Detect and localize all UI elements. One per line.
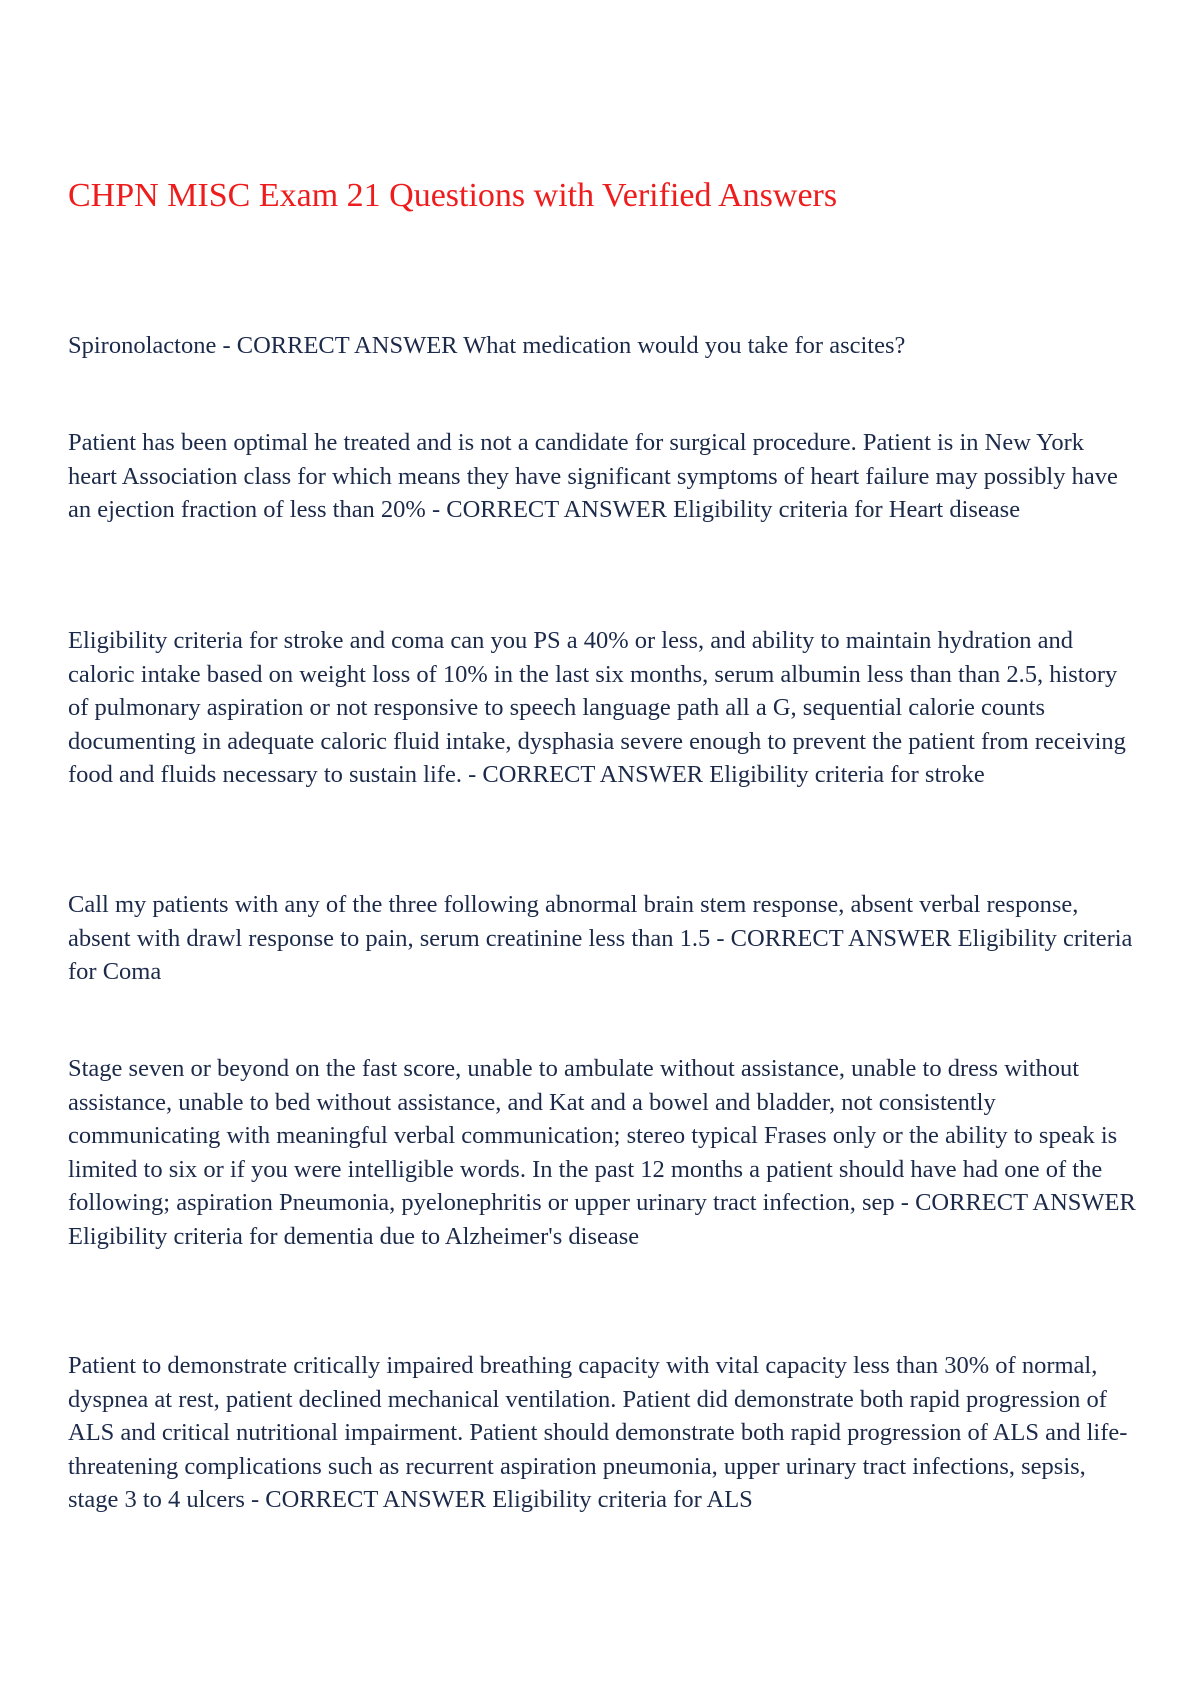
qa-entry-1: Spironolactone - CORRECT ANSWER What medication would you take for ascites? bbox=[68, 332, 906, 359]
document-title: CHPN MISC Exam 21 Questions with Verified Answers bbox=[68, 177, 838, 214]
qa-entry-6: Patient to demonstrate critically impaired breathing capacity with vital capacity less than 30% of normal, dyspnea at rest, patient declined mechanical ventilation. Patient did demonstrate both rapid progression of ALS and critical nutritional impairment. Patient should demonstrate both rapid progression of ALS and life-threatening complications such as recurrent aspiration pneumonia, upper urinary tract infections, sepsis, stage 3 to 4 ulcers - CORRECT ANSWER Eligibility criteria for ALS bbox=[68, 1352, 1128, 1513]
qa-entry-4: Call my patients with any of the three following abnormal brain stem response, absent verbal response, absent with drawl response to pain, serum creatinine less than 1.5 - CORRECT ANSWER Eligibility criteria for Coma bbox=[68, 891, 1133, 985]
qa-entry-5: Stage seven or beyond on the fast score, unable to ambulate without assistance, unable to dress without assistance, unable to bed without assistance, and Kat and a bowel and bladder, not consistently communicating with meaningful verbal communication; stereo typical Frases only or the ability to speak is limited to six or if you were intelligible words. In the past 12 months a patient should have had one of the following; aspiration Pneumonia, pyelonephritis or upper urinary tract infection, sep - CORRECT ANSWER Eligibility criteria for dementia due to Alzheimer's disease bbox=[68, 1055, 1136, 1250]
qa-entry-2: Patient has been optimal he treated and is not a candidate for surgical procedure. Patient is in New York heart Association class for which means they have significant symptoms of heart failure may possibly have an ejection fraction of less than 20% - CORRECT ANSWER Eligibility criteria for Heart disease bbox=[68, 429, 1118, 523]
qa-entry-3: Eligibility criteria for stroke and coma can you PS a 40% or less, and ability to maintain hydration and caloric intake based on weight loss of 10% in the last six months, serum albumin less than than 2.5, history of pulmonary aspiration or not responsive to speech language path all a G, sequential calorie counts documenting in adequate caloric fluid intake, dysphasia severe enough to prevent the patient from receiving food and fluids necessary to sustain life. - CORRECT ANSWER Eligibility criteria for stroke bbox=[68, 627, 1126, 788]
